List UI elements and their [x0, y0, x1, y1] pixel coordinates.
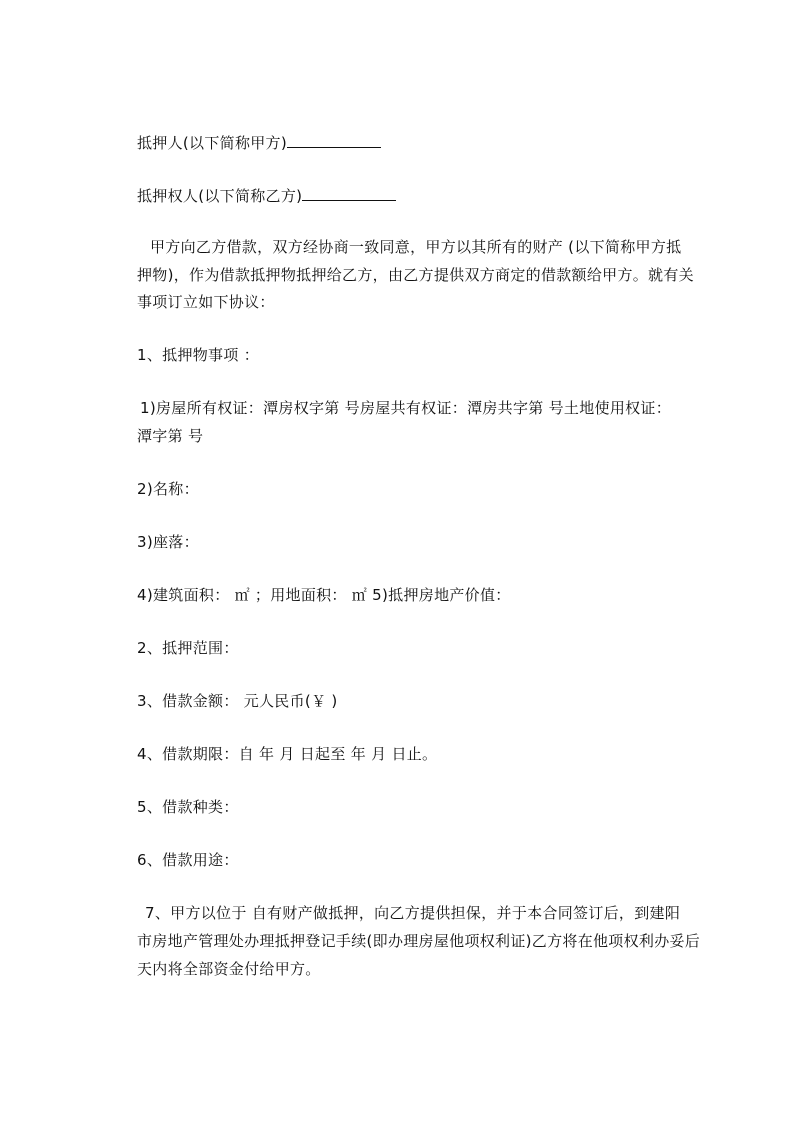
- item-1-sub-2: 2)名称：: [137, 480, 199, 498]
- item-1-title: 1、抵押物事项 ：: [137, 346, 260, 364]
- item-6: 6、借款用途：: [137, 851, 239, 869]
- item-1-sub-1-line-2: 潭字第 号: [137, 427, 204, 445]
- mortgagee-label: 抵押权人(以下简称乙方): [137, 187, 303, 205]
- intro-line-3: 事项订立如下协议：: [137, 293, 275, 311]
- item-2: 2、抵押范围：: [137, 639, 239, 657]
- item-7-line-3: 天内将全部资金付给甲方。: [137, 960, 321, 978]
- item-1-sub-1-line-1: 1)房屋所有权证：潭房权字第 号房屋共有权证：潭房共字第 号土地使用权证：: [140, 399, 672, 417]
- intro-line-2: 押物)，作为借款抵押物抵押给乙方，由乙方提供双方商定的借款额给甲方。就有关: [137, 266, 694, 284]
- mortgagor-line: [137, 132, 381, 153]
- item-7-line-1: 7、甲方以位于 自有财产做抵押，向乙方提供担保，并于本合同签订后，到建阳: [145, 904, 681, 922]
- item-5: 5、借款种类：: [137, 798, 239, 816]
- item-1-sub-4: 4)建筑面积： ㎡ ；用地面积： ㎡ 5)抵押房地产价值：: [137, 586, 511, 604]
- mortgagee-line: [137, 185, 396, 206]
- item-7-line-2: 市房地产管理处办理抵押登记手续(即办理房屋他项权利证)乙方将在他项权利办妥后: [137, 932, 701, 950]
- intro-line-1: 甲方向乙方借款，双方经协商一致同意，甲方以其所有的财产 (以下简称甲方抵: [150, 238, 682, 256]
- mortgagee-blank: [302, 185, 396, 201]
- item-1-sub-3: 3)座落：: [137, 533, 199, 551]
- item-4: 4、借款期限：自 年 月 日起至 年 月 日止。: [137, 745, 438, 763]
- item-3: 3、借款金额： 元人民币(￥ ): [137, 692, 338, 710]
- mortgagor-blank: [287, 132, 381, 148]
- mortgagor-label: 抵押人(以下简称甲方): [137, 134, 288, 152]
